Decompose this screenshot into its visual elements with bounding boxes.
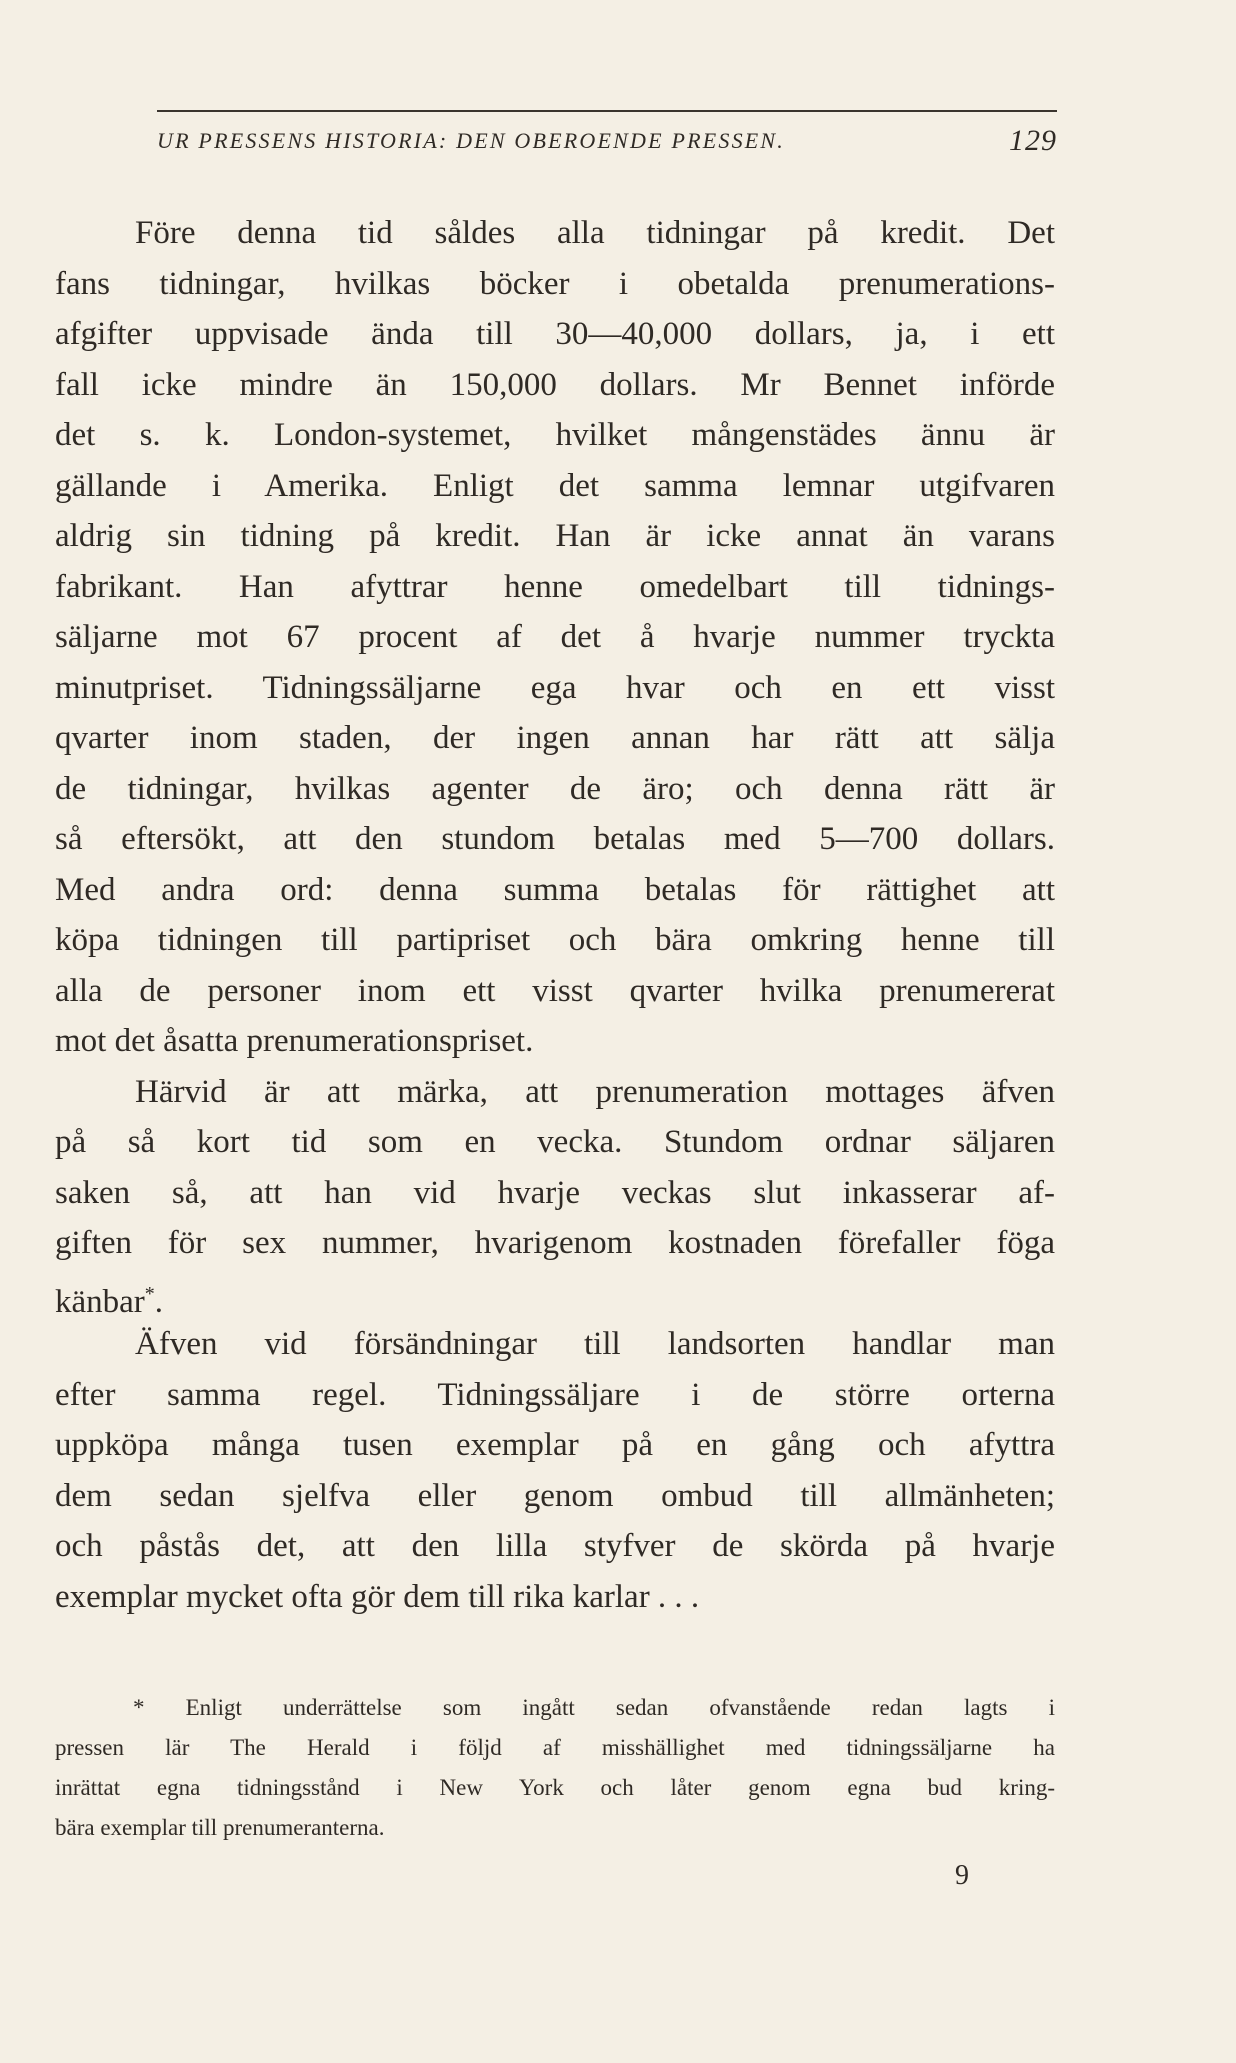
text-line: Med andra ord: denna summa betalas för rättighet att [55, 871, 1055, 908]
text-line: alla de personer inom ett visst qvarter hvilka prenumererat [55, 972, 1055, 1009]
text-line: uppköpa många tusen exemplar på en gång och afyttra [55, 1427, 1055, 1463]
footnote-line: inrättat egna tidningsstånd i New York och låter genom egna bud kring- [55, 1775, 1055, 1800]
text-line: Härvid är att märka, att prenumeration mottages äfven [135, 1073, 1055, 1110]
text-line: fabrikant. Han afyttrar henne omedelbart till tidnings- [55, 568, 1055, 605]
text-fragment: . [154, 1283, 164, 1320]
page-number: 129 [1009, 124, 1057, 157]
footnote-line: pressen lär The Herald i följd af misshällighet med tidningssäljarne ha [55, 1735, 1055, 1760]
text-line: fall icke mindre än 150,000 dollars. Mr Bennet införde [55, 366, 1055, 403]
footnote-line: * Enligt underrättelse som ingått sedan ofvanstående redan lagts i [133, 1695, 1055, 1720]
text-line: saken så, att han vid hvarje veckas slut inkasserar af- [55, 1174, 1055, 1211]
text-line: minutpriset. Tidningssäljarne ega hvar och en ett visst [55, 669, 1055, 706]
text-line-with-footnote [55, 1269, 1055, 1320]
text-line: aldrig sin tidning på kredit. Han är icke annat än varans [55, 518, 1055, 554]
text-line: köpa tidningen till partipriset och bära omkring henne till [55, 922, 1055, 958]
footnote-reference-mark: * [144, 1282, 155, 1305]
text-line: exemplar mycket ofta gör dem till rika karlar . . . [55, 1578, 700, 1615]
text-line: säljarne mot 67 procent af det å hvarje nummer tryckta [55, 619, 1055, 655]
text-line: dem sedan sjelfva eller genom ombud till allmänheten; [55, 1477, 1055, 1514]
text-fragment: känbar [55, 1283, 145, 1320]
page-header [157, 124, 1057, 164]
paragraph-2 [55, 1067, 1055, 1320]
text-line: de tidningar, hvilkas agenter de äro; och denna rätt är [55, 770, 1055, 807]
text-line: det s. k. London-systemet, hvilket mångenstädes ännu är [55, 417, 1055, 453]
paragraph-1 [55, 208, 1055, 1067]
text-line: på så kort tid som en vecka. Stundom ordnar säljaren [55, 1124, 1055, 1160]
text-line: qvarter inom staden, der ingen annan har rätt att sälja [55, 720, 1055, 756]
footnote [55, 1688, 1055, 1848]
signature-mark: 9 [955, 1860, 969, 1891]
text-line: så eftersökt, att den stundom betalas med 5—700 dollars. [55, 821, 1055, 857]
text-line: afgifter uppvisade ända till 30—40,000 dollars, ja, i ett [55, 316, 1055, 352]
text-line: fans tidningar, hvilkas böcker i obetalda prenumerations- [55, 265, 1055, 302]
text-line: och påstås det, att den lilla styfver de skörda på hvarje [55, 1528, 1055, 1564]
running-head: UR PRESSENS HISTORIA: DEN OBEROENDE PRESSEN. [157, 128, 785, 153]
text-line: efter samma regel. Tidningssäljare i de större orterna [55, 1376, 1055, 1413]
footnote-line: bära exemplar till prenumeranterna. [55, 1815, 385, 1840]
text-line: giften för sex nummer, hvarigenom kostnaden förefaller föga [55, 1225, 1055, 1261]
body-text [55, 208, 1055, 1622]
text-line: gällande i Amerika. Enligt det samma lemnar utgifvaren [55, 467, 1055, 504]
paragraph-3 [55, 1319, 1055, 1622]
text-line: Äfven vid försändningar till landsorten handlar man [135, 1326, 1055, 1362]
header-rule [157, 110, 1057, 112]
text-line: mot det åsatta prenumerationspriset. [55, 1023, 534, 1059]
text-line: Före denna tid såldes alla tidningar på kredit. Det [135, 215, 1055, 251]
